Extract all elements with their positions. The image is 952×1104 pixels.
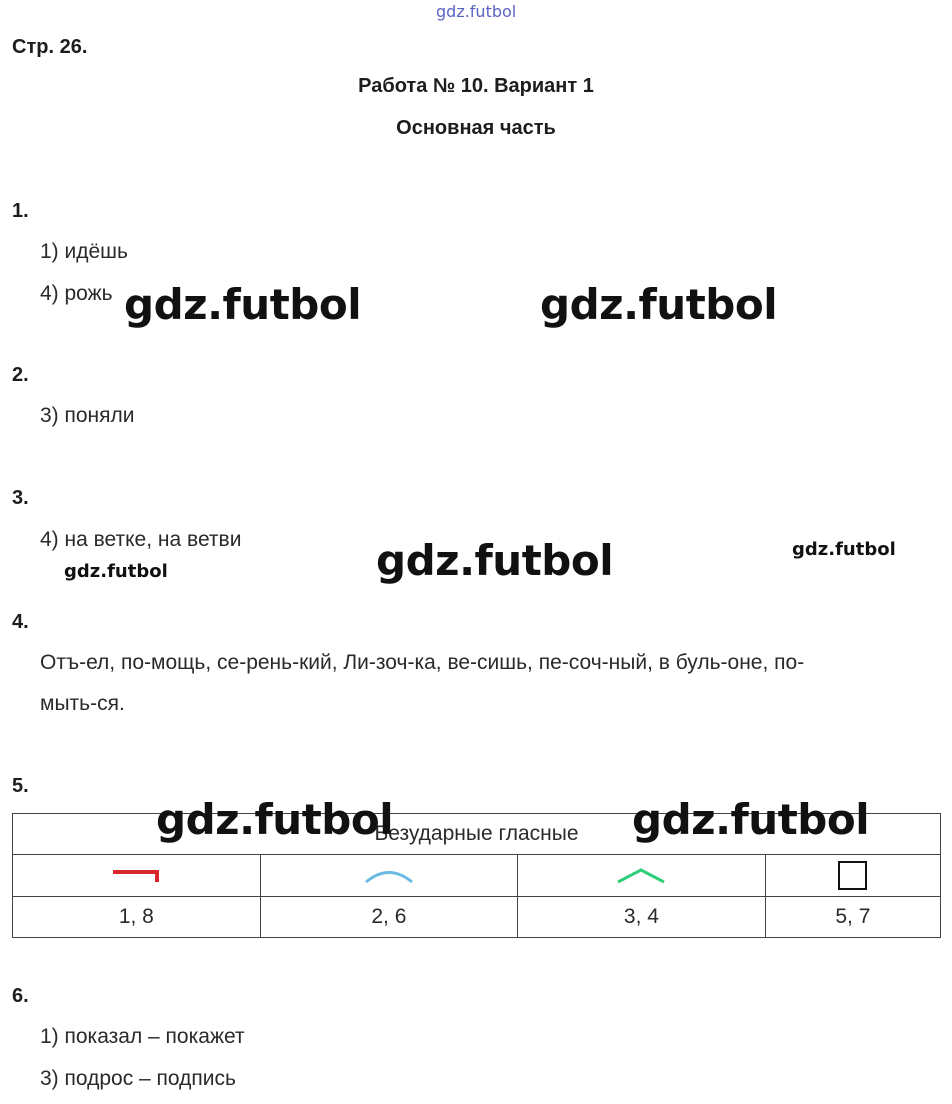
table-cell: [765, 855, 940, 897]
top-watermark: gdz.futbol: [436, 2, 517, 21]
task-number: 6.: [12, 985, 29, 1007]
table-cell: 5, 7: [765, 897, 940, 938]
page-reference: Стр. 26.: [12, 36, 88, 58]
prefix-mark-icon: [111, 868, 161, 884]
watermark: gdz.futbol: [124, 280, 362, 329]
task-answer: 4) на ветке, на ветви: [40, 528, 242, 551]
page-title: Работа № 10. Вариант 1: [358, 75, 594, 97]
table-cell: [13, 855, 261, 897]
page-subtitle: Основная часть: [396, 117, 556, 139]
watermark: gdz.futbol: [540, 280, 778, 329]
task-answer: 1) показал – покажет: [40, 1025, 245, 1048]
root-arc-icon: [363, 867, 415, 885]
task-number: 5.: [12, 775, 29, 797]
ending-square-icon: [838, 861, 867, 890]
task-text-line: мыть-ся.: [40, 692, 125, 715]
task-answer: 3) подрос – подпись: [40, 1067, 236, 1090]
task-text-line: Отъ-ел, по-мощь, се-рень-кий, Ли-зоч-ка, ве-сишь, пе-соч-ный, в буль-оне, по-: [40, 651, 805, 674]
table-header: Безударные гласные: [13, 814, 941, 855]
watermark: gdz.futbol: [632, 795, 870, 844]
watermark: gdz.futbol: [376, 536, 614, 585]
task-answer: 1) идёшь: [40, 240, 128, 263]
table-cell: 3, 4: [518, 897, 766, 938]
watermark: gdz.futbol: [156, 795, 394, 844]
table-cell: [518, 855, 766, 897]
watermark: gdz.futbol: [64, 561, 168, 582]
task-number: 2.: [12, 364, 29, 386]
task-number: 4.: [12, 611, 29, 633]
watermark: gdz.futbol: [792, 539, 896, 560]
table-cell: [260, 855, 517, 897]
task-answer: 3) поняли: [40, 404, 135, 427]
task-number: 1.: [12, 200, 29, 222]
suffix-caret-icon: [616, 867, 666, 885]
task-number: 3.: [12, 487, 29, 509]
table-cell: 2, 6: [260, 897, 517, 938]
task-answer: 4) рожь: [40, 282, 113, 305]
table-cell: 1, 8: [13, 897, 261, 938]
